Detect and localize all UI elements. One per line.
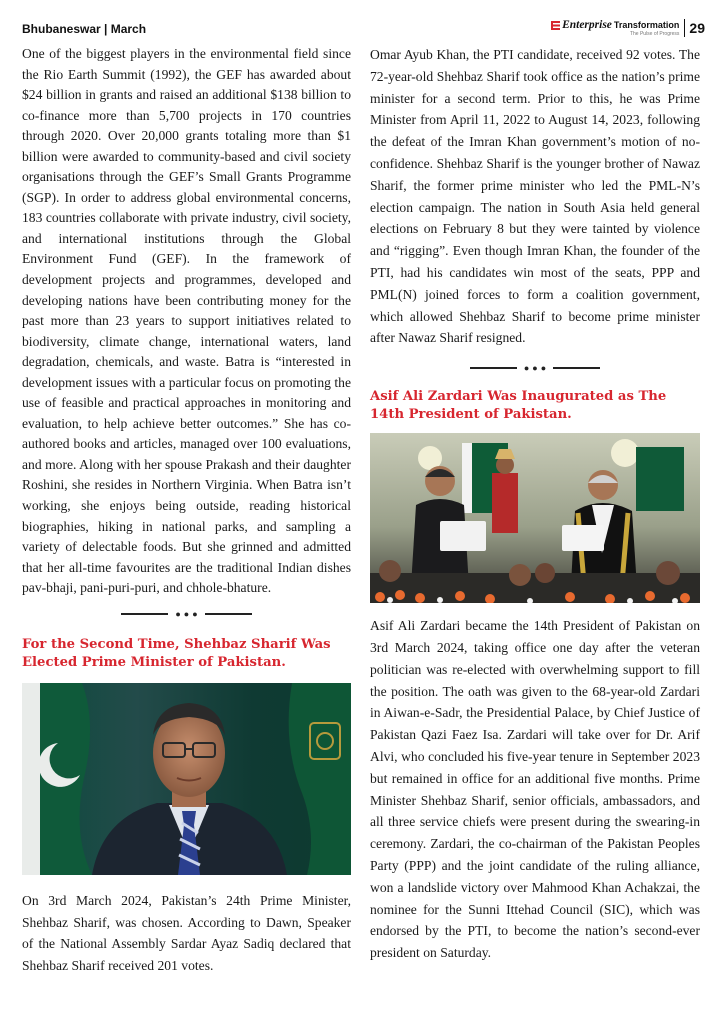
shehbaz-article-paragraph: On 3rd March 2024, Pakistan’s 24th Prime Minister, Shehbaz Sharif, was chosen. According to Dawn, Speaker of the National Assembly Sardar Ayaz Sadiq declared that Shehbaz Sharif received 201 votes.: [22, 892, 351, 974]
shehbaz-sharif-photo: [22, 683, 351, 875]
zardari-article-headline: Asif Ali Zardari Was Inaugurated as The 14th President of Pakistan.: [370, 389, 667, 423]
shehbaz-article-continued-paragraph: Omar Ayub Khan, the PTI candidate, received 92 votes. The 72-year-old Shehbaz Sharif took office as the nation’s prime minister for a second term. Prior to this, he was Prime Minister from April 11, 2022 to August 14, 2023, following the defeat of the Imran Khan government’s motion of no-confidence. Shehbaz Sharif is the younger brother of Nawaz Sharif, the former prime minister who led the PML-N’s election campaign. The nation in South Asia held general elections on February 8 but they were tainted by violence and “rigging”. Even though Imran Khan, the founder of the PTI, had his candidates win most of the seats, PPP and PML(N) joined forces to form a coalition government, which allowed Shehbaz Sharif to become prime minister after Nawaz Sharif resigned.: [370, 47, 700, 346]
brand-mark-icon: [551, 21, 560, 30]
shehbaz-article-headline: For the Second Time, Shehbaz Sharif Was Elected Prime Minister of Pakistan.: [22, 636, 331, 670]
left-column: [22, 44, 351, 977]
separator-dots: ●●●: [523, 363, 550, 374]
page-number: 29: [684, 19, 705, 37]
section-separator: [370, 357, 700, 379]
zardari-article-paragraph: Asif Ali Zardari became the 14th President of Pakistan on 3rd March 2024, taking office one day after the veteran politician was re-elected with overwhelming support to fill the position. The oath was given to the 68-year-old Zardari in Aiwan-e-Sadr, the Presidential Palace, by Chief Justice of Pakistan Qazi Faez Isa. Zardari will take over for Dr. Arif Alvi, who concluded his five-year tenure in September 2023 but remained in office for an additional five months. Prime Minister Shehbaz Sharif, senior officials, ambassadors, and all three service chiefs were present during the swearing-in ceremony. Zardari, the co-chairman of the Pakistan Peoples Party (PPP) and the joint candidate of the ruling alliance, won a landslide victory over Mahmood Khan Achakzai, the nominee for the Sunni Ittehad Council (SIC), which was endorsed by the PTI, to become the nation’s second-ever president on Saturday.: [370, 618, 700, 961]
section-separator: [22, 603, 351, 625]
separator-line: [470, 367, 517, 369]
zardari-oath-photo: [370, 433, 700, 603]
separator-dots: ●●●: [175, 608, 201, 619]
brand-name: Transformation: [613, 20, 680, 30]
gef-article-paragraph: One of the biggest players in the environmental field since the Rio Earth Summit (1992), the GEF has awarded about $24 billion in grants and raised an additional $138 billion to co-finance more than 5,700 projects in 170 countries through 2020. Over 20,000 grants totaling more than $1 billion were awarded to community-based and civil society organisations through the GEF’s Small Grants Programme (SGP). In order to address global environmental concerns, 183 countries collaborate with private industry, civil society, and international institutions through the Global Environment Fund (GEF). In the framework of development projects and programmes, developed and developing nations have been contributing money for the past more than 23 years to support initiatives related to biodiversity, climate change, international waters, land degradation, chemicals, and waste. Batra is “interested in development issues with a particular focus on promoting the use of feasible and practical approaches in monitoring and evaluation, to help achieve better outcomes.” She has co-authored books and articles, managed over 100 evaluations, and more. Along with her spouse Prakash and their daughter Roshini, she resides in Northern Virginia. When Batra isn’t working, she enjoys being outside, reading historical biographies, hiking in national parks, and sampling a variety of delectable foods. But she grinned and admitted that her all-time favourites are the traditional Indian dishes pav-bhaji, pani-puri-puri, and chhole-bhature.: [22, 46, 351, 596]
issue-location-date: Bhubaneswar | March: [22, 22, 147, 36]
separator-line: [553, 367, 600, 369]
right-column: [370, 44, 700, 964]
separator-line: [121, 613, 168, 615]
separator-line: [205, 613, 252, 615]
masthead: [551, 19, 705, 37]
brand-name-italic: Enterprise: [562, 19, 612, 31]
brand-tagline: The Pulse of Progress: [629, 31, 680, 37]
brand-logo: [551, 19, 679, 37]
